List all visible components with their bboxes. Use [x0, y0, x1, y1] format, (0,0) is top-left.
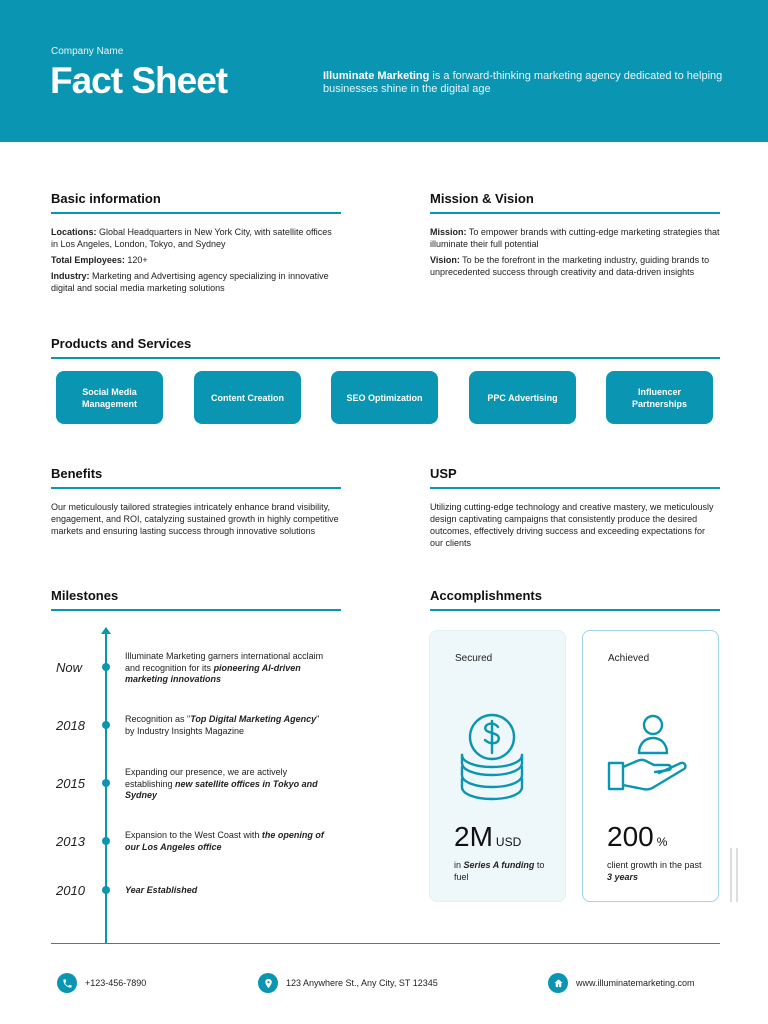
products-heading: Products and Services [51, 336, 192, 351]
service-social-media: Social Media Management [56, 371, 163, 424]
industry-line [51, 270, 341, 294]
industry-value: Marketing and Advertising agency specializing in innovative digital and social media marketing solutions [51, 271, 329, 293]
milestone-text-post: " by Industry Insights Magazine [125, 714, 320, 736]
company-name: Company Name [51, 46, 124, 57]
employees-value: 120+ [124, 255, 148, 265]
service-influencer: Influencer Partnerships [606, 371, 713, 424]
vision-value: To be the forefront in the marketing industry, guiding brands to unprecedented success through creativity and data-driven insights [430, 255, 710, 277]
card-subtext-bold: Series A funding [463, 860, 535, 870]
locations-line [51, 226, 341, 250]
card-label: Achieved [608, 653, 650, 664]
basic-info-heading: Basic information [51, 191, 161, 206]
milestone-dot [102, 779, 110, 787]
vision-line [430, 254, 720, 278]
tagline [323, 70, 723, 96]
tagline-brand: Illuminate Marketing [323, 70, 430, 82]
service-seo: SEO Optimization [331, 371, 438, 424]
accomplishments-rule [430, 609, 720, 611]
milestone-dot [102, 721, 110, 729]
milestone-text [125, 830, 325, 853]
products-rule [51, 357, 720, 359]
milestone-year: Now [56, 660, 83, 675]
phone-icon [57, 973, 77, 993]
home-icon [548, 973, 568, 993]
hand-person-icon [605, 711, 695, 801]
accomplishment-card-growth [582, 630, 719, 902]
milestone-text-pre: Illuminate Marketing garners international acclaim and recognition for its [125, 651, 324, 673]
milestone-dot [102, 837, 110, 845]
card-subtext-pre: in [454, 860, 464, 870]
mission-vision-heading: Mission & Vision [430, 191, 534, 206]
coins-dollar-icon [452, 711, 542, 801]
tagline-text: is a forward-thinking marketing agency dedicated to helping businesses shine in the digital age [323, 70, 723, 95]
card-number [607, 821, 667, 853]
employees-line [51, 254, 341, 266]
milestone-text-pre: Expanding our presence, we are actively establishing [125, 767, 288, 789]
service-content-creation: Content Creation [194, 371, 301, 424]
milestone-text-bold: Year Established [125, 885, 198, 895]
usp-heading: USP [430, 466, 457, 481]
phone-glyph-icon [62, 978, 73, 989]
mission-vision-rule [430, 212, 720, 214]
usp-body: Utilizing cutting-edge technology and creative mastery, we meticulously design captivating campaigns that consistently produce the desired outcomes, effectively driving success and exceeding expectations for our clients [430, 502, 714, 548]
milestone-year: 2015 [56, 776, 85, 791]
milestone-dot [102, 886, 110, 894]
milestone-text-bold: the opening of our Los Angeles office [125, 830, 324, 852]
card-subtext-bold: 3 years [607, 872, 639, 882]
card-number-value: 2M [454, 821, 493, 852]
milestone-year: 2013 [56, 834, 85, 849]
vision-label: Vision: [430, 255, 460, 265]
milestones-rule [51, 609, 341, 611]
mission-vision-body [430, 226, 720, 282]
milestone-text [125, 714, 325, 737]
card-number [454, 821, 521, 853]
milestone-dot [102, 663, 110, 671]
benefits-heading: Benefits [51, 466, 103, 481]
mission-line [430, 226, 720, 250]
contact-phone[interactable]: +123-456-7890 [85, 978, 147, 988]
industry-label: Industry: [51, 271, 90, 281]
contact-address: 123 Anywhere St., Any City, ST 12345 [286, 978, 438, 988]
locations-value: Global Headquarters in New York City, with satellite offices in Los Angeles, London, Tokyo, and Sydney [51, 227, 332, 249]
contact-website[interactable]: www.illuminatemarketing.com [576, 978, 695, 988]
milestone-text [125, 651, 325, 686]
card-label: Secured [455, 653, 493, 664]
card-number-unit: USD [495, 835, 522, 849]
scroll-handle[interactable] [730, 848, 738, 902]
card-number-unit: % [656, 835, 668, 849]
home-glyph-icon [553, 978, 564, 989]
milestone-year: 2018 [56, 718, 85, 733]
footer-rule [51, 943, 720, 944]
milestones-heading: Milestones [51, 588, 119, 603]
timeline-line [105, 630, 107, 944]
milestone-text-bold: new satellite offices in Tokyo and Sydney [125, 778, 318, 800]
basic-info-body [51, 226, 341, 298]
card-subtext [607, 859, 707, 883]
pin-glyph-icon [263, 978, 274, 989]
milestone-text-pre: Recognition as " [125, 714, 191, 724]
card-subtext [454, 859, 554, 883]
card-number-value: 200 [607, 821, 654, 852]
location-pin-icon [258, 973, 278, 993]
card-subtext-pre: client growth in the past [607, 860, 702, 870]
accomplishments-heading: Accomplishments [430, 588, 542, 603]
milestone-text [125, 885, 325, 897]
benefits-rule [51, 487, 341, 489]
card-subtext-post: to fuel [454, 860, 545, 882]
page-title: Fact Sheet [50, 60, 228, 101]
employees-label: Total Employees: [51, 255, 125, 265]
locations-label: Locations: [51, 227, 97, 237]
mission-value: To empower brands with cutting-edge marketing strategies that illuminate their full potential [430, 227, 720, 249]
benefits-body: Our meticulously tailored strategies intricately enhance brand visibility, engagement, and ROI, catalyzing sustained growth in highly competitive markets and ensuring lasting success through innovative solutions [51, 502, 339, 536]
basic-info-rule [51, 212, 341, 214]
milestone-year: 2010 [56, 883, 85, 898]
header-banner [0, 0, 768, 142]
mission-label: Mission: [430, 227, 467, 237]
milestone-text [125, 767, 325, 802]
milestone-text-bold: pioneering AI-driven marketing innovations [125, 662, 301, 684]
accomplishment-card-funding [429, 630, 566, 902]
service-ppc: PPC Advertising [469, 371, 576, 424]
milestone-text-bold: Top Digital Marketing Agency [190, 714, 317, 724]
usp-rule [430, 487, 720, 489]
milestone-text-pre: Expansion to the West Coast with [125, 830, 262, 840]
